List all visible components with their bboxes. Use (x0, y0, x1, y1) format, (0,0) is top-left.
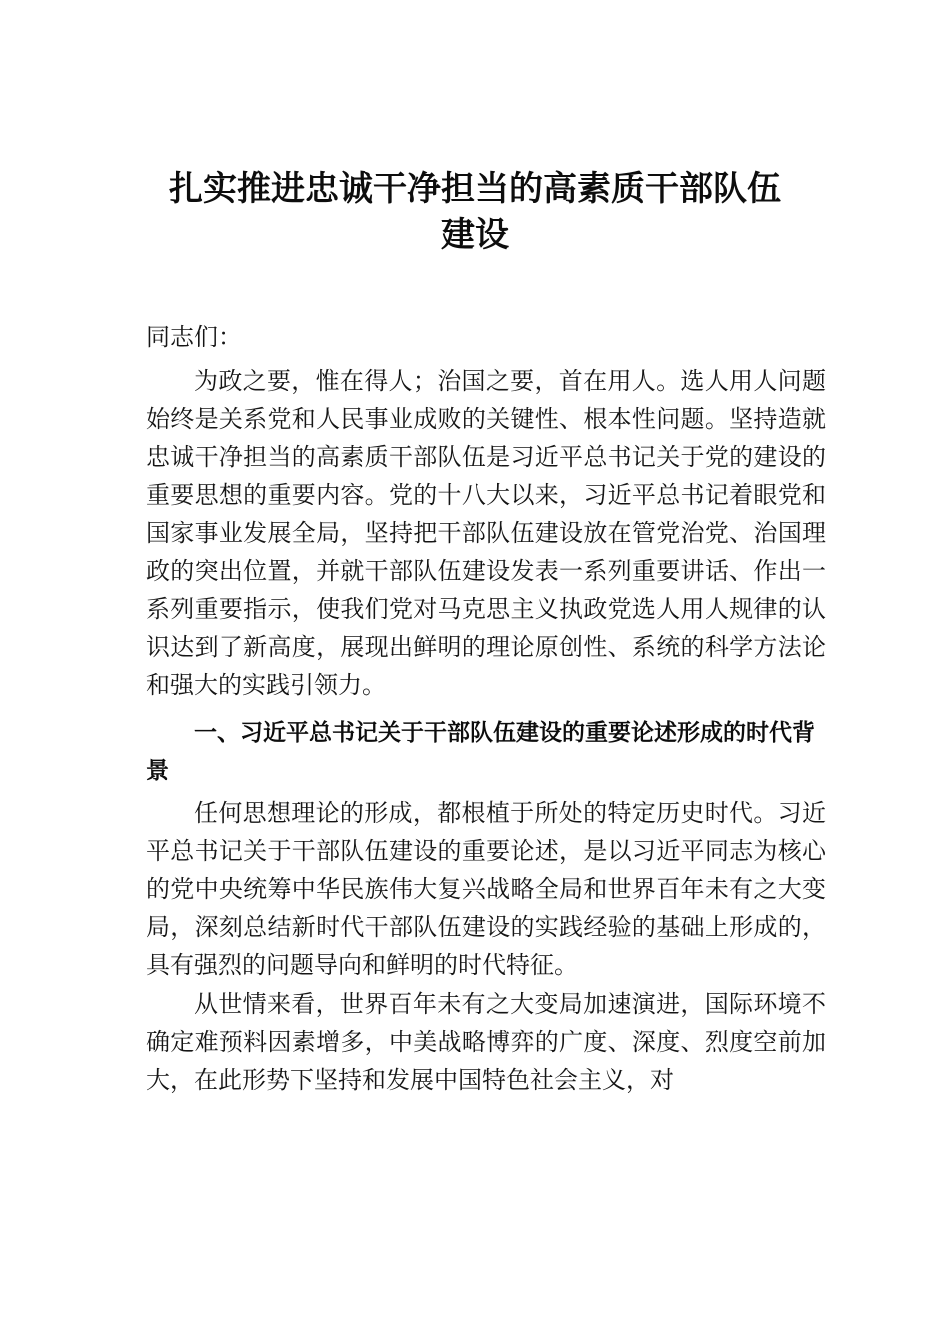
paragraph-background (146, 794, 826, 984)
section-heading: 一、习近平总书记关于干部队伍建设的重要论述形成的时代背景 (146, 720, 815, 784)
paragraph-text: 任何思想理论的形成，都根植于所处的特定历史时代。习近平总书记关于干部队伍建设的重要论述，是以习近平同志为核心的党中央统筹中华民族伟大复兴战略全局和世界百年未有之大变局，深刻总结新时代干部队伍建设的实践经验的基础上形成的，具有强烈的问题导向和鲜明的时代特征。 (146, 799, 826, 979)
paragraph-intro (146, 362, 826, 704)
paragraph-text: 从世情来看，世界百年未有之大变局加速演进，国际环境不确定难预料因素增多，中美战略博弈的广度、深度、烈度空前加大，在此形势下坚持和发展中国特色社会主义，对 (146, 990, 826, 1094)
paragraph-world-situation (146, 985, 826, 1099)
document-title-line-2: 建设 (441, 215, 509, 255)
document-title-line-1: 扎实推进忠诚干净担当的高素质干部队伍 (169, 169, 781, 209)
paragraph-text: 为政之要，惟在得人；治国之要，首在用人。选人用人问题始终是关系党和人民事业成败的关键性、根本性问题。坚持造就忠诚干净担当的高素质干部队伍是习近平总书记关于党的建设的重要思想的重要内容。党的十八大以来，习近平总书记着眼党和国家事业发展全局，坚持把干部队伍建设放在管党治党、治国理政的突出位置，并就干部队伍建设发表一系列重要讲话、作出一系列重要指示，使我们党对马克思主义执政党选人用人规律的认识达到了新高度，展现出鲜明的理论原创性、系统的科学方法论和强大的实践引领力。 (146, 367, 826, 699)
salutation: 同志们： (146, 323, 242, 351)
